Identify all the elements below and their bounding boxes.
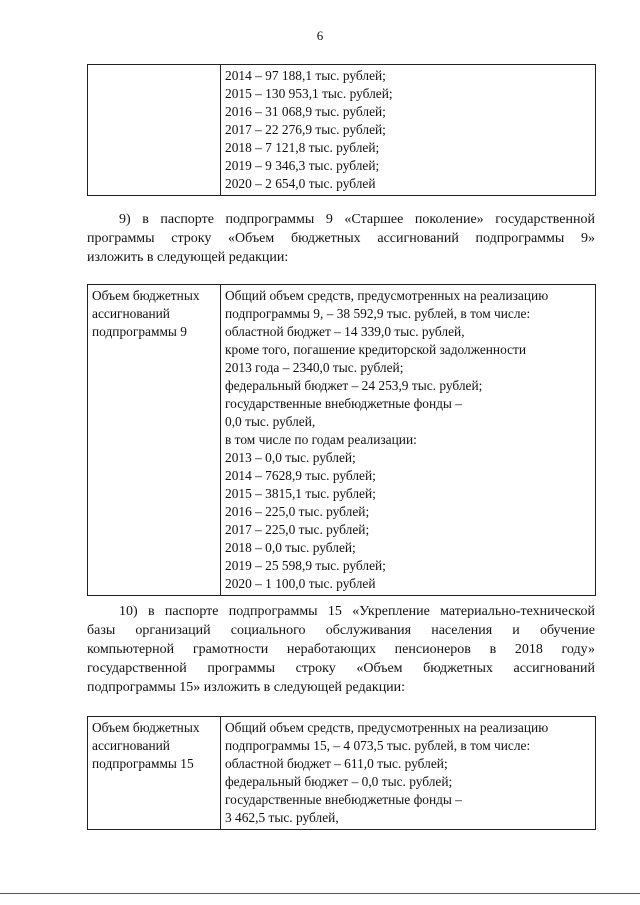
paragraph-line: изложить в следующей редакции: — [87, 250, 289, 265]
year-line: 2020 – 1 100,0 тыс. рублей — [225, 576, 376, 591]
label-line: подпрограммы 9 — [92, 324, 187, 339]
value-line: подпрограммы 9, – 38 592,9 тыс. рублей, в том числе: — [225, 306, 531, 321]
year-line: 2018 – 0,0 тыс. рублей; — [225, 540, 356, 555]
year-line: 2017 – 22 276,9 тыс. рублей; — [225, 122, 386, 137]
paragraph-line: 9) в паспорте подпрограммы 9 «Старшее поколение» государственной — [119, 212, 595, 227]
label-line: Объем бюджетных — [92, 720, 200, 735]
page-bottom-edge — [0, 893, 640, 894]
value-line: подпрограммы 15, – 4 073,5 тыс. рублей, в том числе: — [225, 738, 531, 753]
value-line: 0,0 тыс. рублей, — [225, 414, 316, 429]
paragraph-line: программы строку «Объем бюджетных ассигнований подпрограммы 9» — [87, 231, 595, 246]
budget-table-subprogram-9 — [87, 284, 596, 596]
value-line: Общий объем средств, предусмотренных на реализацию — [225, 720, 549, 735]
value-line: областной бюджет – 14 339,0 тыс. рублей, — [225, 324, 465, 339]
year-line: 2014 – 97 188,1 тыс. рублей; — [225, 68, 386, 83]
budget-table-continuation — [87, 64, 596, 196]
page-number: 6 — [316, 28, 324, 43]
year-line: 2015 – 3815,1 тыс. рублей; — [225, 486, 376, 501]
year-line: 2014 – 7628,9 тыс. рублей; — [225, 468, 376, 483]
table-label-cell — [88, 65, 221, 196]
paragraph-line: государственной программы строку «Объем бюджетных ассигнований — [87, 661, 595, 676]
table-value-cell — [221, 285, 596, 596]
label-line: ассигнований — [92, 738, 170, 753]
year-line: 2018 – 7 121,8 тыс. рублей; — [225, 140, 380, 155]
value-line: 2013 года – 2340,0 тыс. рублей; — [225, 360, 404, 375]
label-line: ассигнований — [92, 306, 170, 321]
value-line: федеральный бюджет – 24 253,9 тыс. рублей; — [225, 378, 483, 393]
table-label-cell — [88, 285, 221, 596]
year-line: 2019 – 25 598,9 тыс. рублей; — [225, 558, 386, 573]
year-line: 2015 – 130 953,1 тыс. рублей; — [225, 86, 393, 101]
paragraph-line: базы организаций социального обслуживания населения и обучение — [87, 623, 595, 638]
paragraph-line: подпрограммы 15» изложить в следующей редакции: — [87, 680, 406, 695]
value-line: государственные внебюджетные фонды – — [225, 396, 462, 411]
year-line: 2013 – 0,0 тыс. рублей; — [225, 450, 356, 465]
paragraph-line: 10) в паспорте подпрограммы 15 «Укрепление материально-технической — [119, 604, 595, 619]
budget-table-subprogram-15 — [87, 716, 596, 830]
table-value-cell — [221, 65, 596, 196]
year-line: 2020 – 2 654,0 тыс. рублей — [225, 176, 376, 191]
table-value-cell — [221, 717, 596, 830]
label-line: подпрограммы 15 — [92, 756, 194, 771]
value-line: кроме того, погашение кредиторской задолженности — [225, 342, 527, 357]
year-line: 2019 – 9 346,3 тыс. рублей; — [225, 158, 380, 173]
value-line: областной бюджет – 611,0 тыс. рублей; — [225, 756, 448, 771]
paragraph-9 — [87, 210, 595, 267]
year-line: 2016 – 31 068,9 тыс. рублей; — [225, 104, 386, 119]
value-line: Общий объем средств, предусмотренных на реализацию — [225, 288, 549, 303]
value-line: федеральный бюджет – 0,0 тыс. рублей; — [225, 774, 453, 789]
value-line: в том числе по годам реализации: — [225, 432, 417, 447]
year-line: 2017 – 225,0 тыс. рублей; — [225, 522, 370, 537]
year-line: 2016 – 225,0 тыс. рублей; — [225, 504, 370, 519]
label-line: Объем бюджетных — [92, 288, 200, 303]
table-label-cell — [88, 717, 221, 830]
value-line: 3 462,5 тыс. рублей, — [225, 810, 339, 825]
paragraph-line: компьютерной грамотности неработающих пенсионеров в 2018 году» — [87, 642, 595, 657]
paragraph-10 — [87, 602, 595, 697]
value-line: государственные внебюджетные фонды – — [225, 792, 462, 807]
